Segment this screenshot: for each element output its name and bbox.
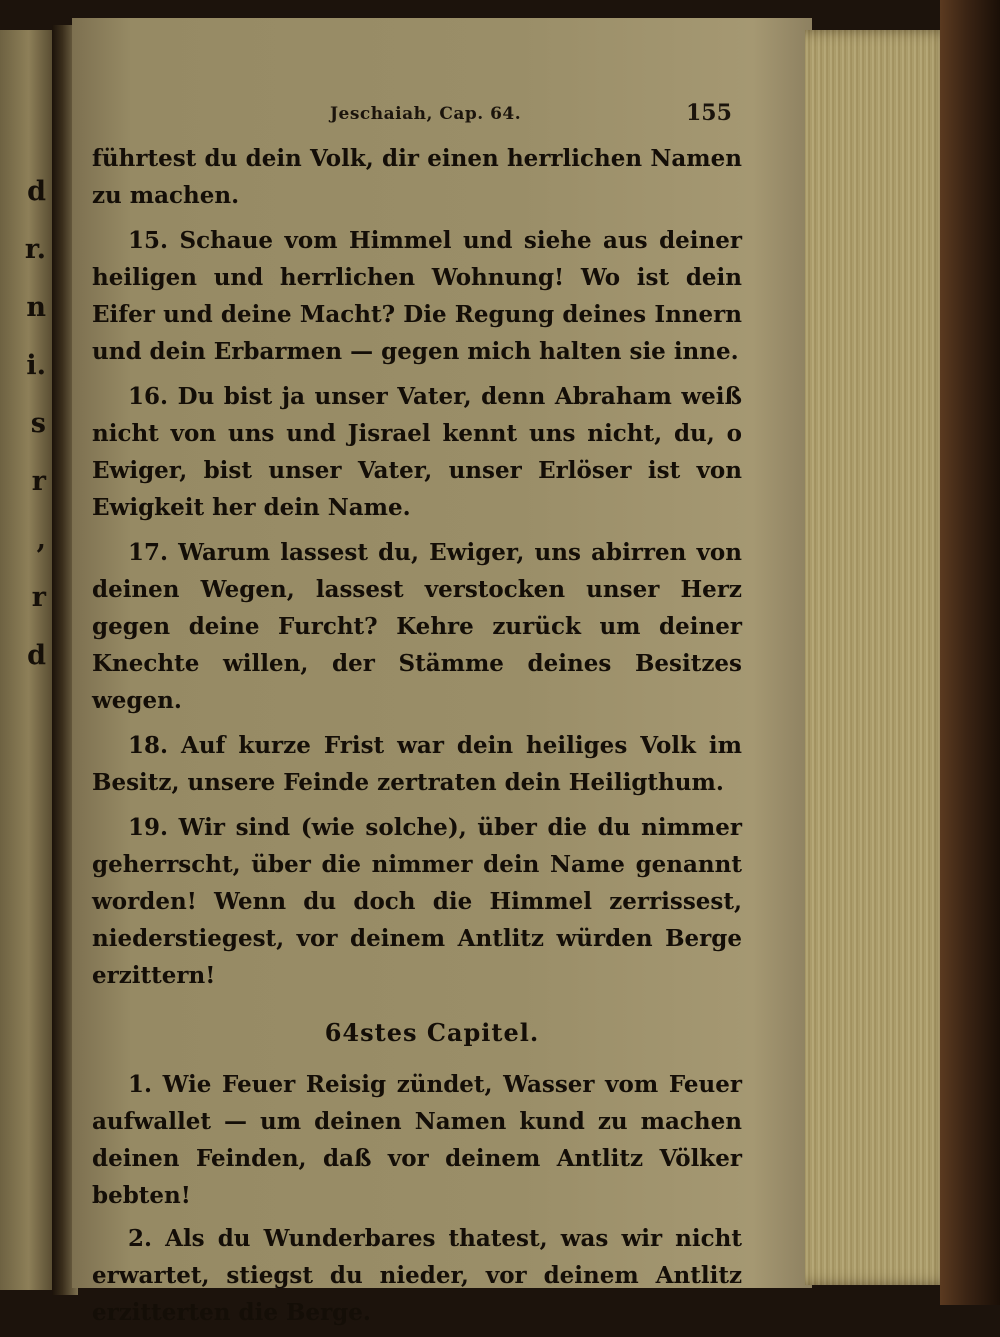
facing-page-fragment: r.: [24, 234, 46, 265]
verse-paragraph: 18. Auf kurze Frist war dein heiliges Volk im Besitz, unsere Feinde zertraten dein Heiligthum.: [92, 732, 742, 796]
body-text: [92, 140, 742, 1337]
facing-page-fragment: i.: [26, 350, 46, 381]
facing-page-fragment: s: [30, 408, 46, 439]
facing-page: [0, 30, 52, 1290]
facing-page-text-fragments: [0, 178, 46, 700]
facing-page-fragment: r: [31, 582, 46, 613]
verse-paragraph: führtest du dein Volk, dir einen herrlichen Namen zu machen.: [92, 145, 742, 209]
page-number: 155: [686, 100, 732, 126]
facing-page-fragment: n: [26, 292, 46, 323]
running-head: Jeschaiah, Cap. 64.: [330, 104, 522, 124]
facing-page-fragment: d: [27, 640, 46, 671]
chapter-heading: 64stes Capitel.: [324, 1018, 540, 1047]
verse-paragraph: 17. Warum lassest du, Ewiger, uns abirren von deinen Wegen, lassest verstocken unser Herz gegen deine Furcht? Kehre zurück um deiner Knechte willen, der Stämme deines Besitzes wegen.: [92, 539, 742, 714]
verse-paragraph: 15. Schaue vom Himmel und siehe aus deiner heiligen und herrlichen Wohnung! Wo ist dein Eifer und deine Macht? Die Regung deines Innern und dein Erbarmen — gegen mich halten sie inne.: [92, 227, 742, 365]
verse-paragraph: 19. Wir sind (wie solche), über die du nimmer geherrscht, über die nimmer dein Name genannt worden! Wenn du doch die Himmel zerrissest, niederstiegest, vor deinem Antlitz würden Berge erzittern!: [92, 814, 742, 989]
verse-paragraph: 2. Als du Wunderbares thatest, was wir nicht erwartet, stiegst du nieder, vor deinem Antlitz erzitterten die Berge.: [92, 1225, 742, 1326]
facing-page-fragment: ,: [36, 524, 46, 555]
page-block-edge: [805, 30, 955, 1285]
verse-paragraph: 1. Wie Feuer Reisig zündet, Wasser vom Feuer aufwallet — um deinen Namen kund zu machen deinen Feinden, daß vor deinem Antlitz Völker bebten!: [92, 1071, 742, 1209]
facing-page-fragment: r: [31, 466, 46, 497]
verse-paragraph: 16. Du bist ja unser Vater, denn Abraham weiß nicht von uns und Jisrael kennt uns nicht, du, o Ewiger, bist unser Vater, unser Erlöser ist von Ewigkeit her dein Name.: [92, 383, 742, 521]
book-cover: [940, 0, 1000, 1305]
facing-page-fragment: d: [27, 176, 46, 207]
